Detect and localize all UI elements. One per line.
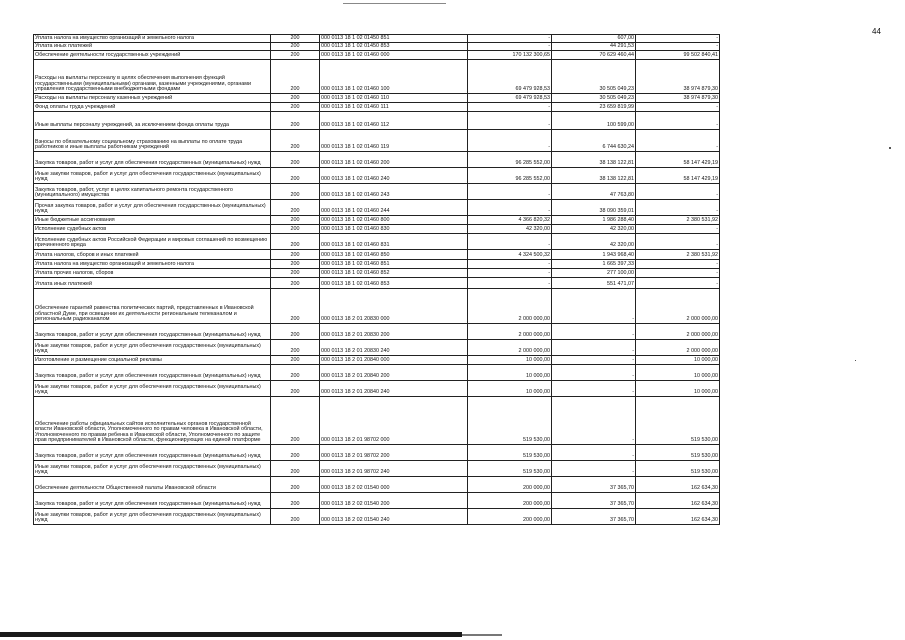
row-executed-amount: -	[552, 365, 636, 381]
row-budget-code: 000 0113 18 2 01 20830 200	[320, 324, 468, 340]
row-unexecuted-amount: 162 634,30	[636, 509, 720, 525]
row-unexecuted-amount: 162 634,30	[636, 493, 720, 509]
row-approved-amount: -	[468, 269, 552, 278]
row-description: Уплата налогов, сборов и иных платежей	[34, 250, 271, 260]
row-approved-amount: -	[468, 184, 552, 200]
row-department-code: 200	[271, 168, 320, 184]
row-budget-code: 000 0113 18 1 02 01460 000	[320, 51, 468, 60]
row-budget-code: 000 0113 18 2 02 01540 240	[320, 509, 468, 525]
page-number: 44	[872, 27, 881, 36]
row-executed-amount: -	[552, 289, 636, 324]
row-description: Взносы по обязательному социальному страхованию на выплаты по оплате труда работников и иные выплаты работникам учреждений	[34, 130, 271, 152]
row-budget-code: 000 0113 18 2 02 01540 000	[320, 477, 468, 493]
row-approved-amount: -	[468, 112, 552, 130]
row-department-code: 200	[271, 260, 320, 269]
row-approved-amount: 170 132 300,65	[468, 51, 552, 60]
table-row	[34, 200, 720, 216]
row-unexecuted-amount: 162 634,30	[636, 477, 720, 493]
row-approved-amount: 69 479 928,53	[468, 60, 552, 94]
table-row	[34, 356, 720, 365]
row-description: Обеспечение деятельности государственных учреждений	[34, 51, 271, 60]
row-budget-code: 000 0113 18 1 02 01460 112	[320, 112, 468, 130]
table-row	[34, 168, 720, 184]
row-executed-amount: 23 659 819,99	[552, 103, 636, 112]
row-approved-amount: 519 530,00	[468, 461, 552, 477]
row-unexecuted-amount: -	[636, 112, 720, 130]
table-row	[34, 340, 720, 356]
row-department-code: 200	[271, 356, 320, 365]
row-description: Обеспечение деятельности Общественной палаты Ивановской области	[34, 477, 271, 493]
row-approved-amount: -	[468, 103, 552, 112]
row-budget-code: 000 0113 18 2 01 20830 240	[320, 340, 468, 356]
row-department-code: 200	[271, 60, 320, 94]
row-description: Прочая закупка товаров, работ и услуг для обеспечения государственных (муниципальных) нужд	[34, 200, 271, 216]
row-executed-amount: 1 986 288,40	[552, 216, 636, 225]
row-executed-amount: 42 320,00	[552, 225, 636, 234]
table-row	[34, 216, 720, 225]
row-description: Иные выплаты персоналу учреждений, за исключением фонда оплаты труда	[34, 112, 271, 130]
row-approved-amount: 42 320,00	[468, 225, 552, 234]
row-unexecuted-amount: -	[636, 130, 720, 152]
row-budget-code: 000 0113 18 1 02 01460 853	[320, 278, 468, 289]
row-department-code: 200	[271, 130, 320, 152]
row-unexecuted-amount: -	[636, 260, 720, 269]
row-department-code: 200	[271, 365, 320, 381]
table-row	[34, 184, 720, 200]
row-approved-amount: 10 000,00	[468, 356, 552, 365]
table-row	[34, 289, 720, 324]
row-budget-code: 000 0113 18 2 01 98702 000	[320, 397, 468, 445]
row-department-code: 200	[271, 51, 320, 60]
row-description: Уплата прочих налогов, сборов	[34, 269, 271, 278]
row-budget-code: 000 0113 18 1 02 01460 240	[320, 168, 468, 184]
row-unexecuted-amount: -	[636, 234, 720, 250]
table-row	[34, 269, 720, 278]
row-budget-code: 000 0113 18 1 02 01460 111	[320, 103, 468, 112]
row-executed-amount: 30 505 049,23	[552, 94, 636, 103]
row-budget-code: 000 0113 18 2 01 98702 240	[320, 461, 468, 477]
row-executed-amount: 607,00	[552, 35, 636, 43]
table-row	[34, 130, 720, 152]
table-row	[34, 225, 720, 234]
row-approved-amount: 519 530,00	[468, 445, 552, 461]
row-department-code: 200	[271, 278, 320, 289]
row-department-code: 200	[271, 509, 320, 525]
row-unexecuted-amount: 10 000,00	[636, 365, 720, 381]
row-budget-code: 000 0113 18 1 02 01460 110	[320, 94, 468, 103]
row-description: Фонд оплаты труда учреждений	[34, 103, 271, 112]
row-description: Иные закупки товаров, работ и услуг для обеспечения государственных (муниципальных) нужд	[34, 168, 271, 184]
table-row	[34, 250, 720, 260]
table-row	[34, 35, 720, 43]
row-executed-amount: 47 763,80	[552, 184, 636, 200]
row-approved-amount: 10 000,00	[468, 365, 552, 381]
row-executed-amount: 30 505 049,23	[552, 60, 636, 94]
row-approved-amount: 96 285 552,00	[468, 152, 552, 168]
row-department-code: 200	[271, 43, 320, 51]
row-department-code: 200	[271, 445, 320, 461]
row-unexecuted-amount: -	[636, 225, 720, 234]
row-executed-amount: 277 100,00	[552, 269, 636, 278]
row-department-code: 200	[271, 397, 320, 445]
row-description: Уплата иных платежей	[34, 43, 271, 51]
table-row	[34, 278, 720, 289]
row-executed-amount: 1 943 968,40	[552, 250, 636, 260]
row-description: Уплата налога на имущество организаций и земельного налога	[34, 260, 271, 269]
row-department-code: 200	[271, 477, 320, 493]
row-description: Изготовление и размещение социальной рекламы	[34, 356, 271, 365]
table-row	[34, 477, 720, 493]
row-unexecuted-amount: -	[636, 43, 720, 51]
scan-edge-bar	[0, 632, 462, 637]
row-description: Уплата налога на имущество организаций и земельного налога	[34, 35, 271, 43]
table-row	[34, 51, 720, 60]
table-row	[34, 234, 720, 250]
row-unexecuted-amount: 2 000 000,00	[636, 324, 720, 340]
row-description: Закупка товаров, работ и услуг для обеспечения государственных (муниципальных) нужд	[34, 493, 271, 509]
row-approved-amount: 10 000,00	[468, 381, 552, 397]
row-budget-code: 000 0113 18 1 02 01460 800	[320, 216, 468, 225]
row-budget-code: 000 0113 18 1 02 01460 852	[320, 269, 468, 278]
table-row	[34, 112, 720, 130]
row-executed-amount: 100 599,00	[552, 112, 636, 130]
row-department-code: 200	[271, 152, 320, 168]
row-description: Обеспечение гарантий равенства политических партий, представленных в Ивановской областной Думе, при освещении их деятельности региональным телеканалом и региональным радиоканалом	[34, 289, 271, 324]
row-description: Закупка товаров, работ и услуг для обеспечения государственных (муниципальных) нужд	[34, 365, 271, 381]
row-approved-amount: 200 000,00	[468, 493, 552, 509]
row-approved-amount: -	[468, 43, 552, 51]
row-department-code: 200	[271, 324, 320, 340]
row-unexecuted-amount: -	[636, 269, 720, 278]
table-row	[34, 381, 720, 397]
row-executed-amount: -	[552, 340, 636, 356]
row-unexecuted-amount: 10 000,00	[636, 356, 720, 365]
row-budget-code: 000 0113 18 1 02 01450 851	[320, 35, 468, 43]
row-department-code: 200	[271, 234, 320, 250]
row-unexecuted-amount: 2 380 531,92	[636, 216, 720, 225]
row-approved-amount: -	[468, 278, 552, 289]
row-unexecuted-amount: 519 530,00	[636, 445, 720, 461]
table-row	[34, 60, 720, 94]
table-body	[34, 35, 720, 525]
row-description: Иные закупки товаров, работ и услуг для обеспечения государственных (муниципальных) нужд	[34, 381, 271, 397]
table-row	[34, 461, 720, 477]
row-description: Расходы на выплаты персоналу казенных учреждений	[34, 94, 271, 103]
row-unexecuted-amount: 2 000 000,00	[636, 289, 720, 324]
table-row	[34, 324, 720, 340]
row-department-code: 200	[271, 216, 320, 225]
row-department-code: 200	[271, 340, 320, 356]
row-unexecuted-amount: 2 000 000,00	[636, 340, 720, 356]
row-unexecuted-amount: -	[636, 278, 720, 289]
scan-speck	[855, 360, 856, 361]
row-unexecuted-amount: 38 974 879,30	[636, 60, 720, 94]
row-description: Иные закупки товаров, работ и услуг для обеспечения государственных (муниципальных) нужд	[34, 461, 271, 477]
row-unexecuted-amount: 99 502 840,41	[636, 51, 720, 60]
row-approved-amount: 200 000,00	[468, 509, 552, 525]
table-row	[34, 509, 720, 525]
row-unexecuted-amount: 58 147 429,19	[636, 168, 720, 184]
row-executed-amount: 1 665 397,33	[552, 260, 636, 269]
row-unexecuted-amount: 519 530,00	[636, 397, 720, 445]
table-row	[34, 103, 720, 112]
row-approved-amount: 4 324 500,32	[468, 250, 552, 260]
table-row	[34, 493, 720, 509]
row-description: Расходы на выплаты персоналу в целях обеспечения выполнения функций государственными (муниципальными) органами, казенными учреждениями, органами управления государственными внебюджетными фондами	[34, 60, 271, 94]
row-executed-amount: -	[552, 445, 636, 461]
row-executed-amount: -	[552, 381, 636, 397]
row-department-code: 200	[271, 200, 320, 216]
row-executed-amount: 44 291,53	[552, 43, 636, 51]
row-budget-code: 000 0113 18 2 01 20840 240	[320, 381, 468, 397]
row-budget-code: 000 0113 18 1 02 01460 200	[320, 152, 468, 168]
scan-speck	[889, 147, 891, 149]
row-unexecuted-amount: 519 530,00	[636, 461, 720, 477]
row-budget-code: 000 0113 18 1 02 01450 853	[320, 43, 468, 51]
row-unexecuted-amount: -	[636, 184, 720, 200]
row-approved-amount: -	[468, 130, 552, 152]
row-description: Уплата иных платежей	[34, 278, 271, 289]
row-budget-code: 000 0113 18 1 02 01460 119	[320, 130, 468, 152]
row-approved-amount: -	[468, 234, 552, 250]
row-description: Иные закупки товаров, работ и услуг для обеспечения государственных (муниципальных) нужд	[34, 340, 271, 356]
row-executed-amount: -	[552, 324, 636, 340]
row-unexecuted-amount: -	[636, 200, 720, 216]
row-budget-code: 000 0113 18 2 01 20830 000	[320, 289, 468, 324]
row-department-code: 200	[271, 112, 320, 130]
row-budget-code: 000 0113 18 1 02 01460 100	[320, 60, 468, 94]
row-budget-code: 000 0113 18 1 02 01460 244	[320, 200, 468, 216]
row-description: Иные закупки товаров, работ и услуг для обеспечения государственных (муниципальных) нужд	[34, 509, 271, 525]
row-department-code: 200	[271, 381, 320, 397]
table-row	[34, 152, 720, 168]
row-approved-amount: -	[468, 260, 552, 269]
row-executed-amount: -	[552, 461, 636, 477]
row-executed-amount: 6 744 630,24	[552, 130, 636, 152]
row-approved-amount: 2 000 000,00	[468, 324, 552, 340]
row-approved-amount: 96 285 552,00	[468, 168, 552, 184]
row-approved-amount: 2 000 000,00	[468, 289, 552, 324]
row-budget-code: 000 0113 18 1 02 01460 850	[320, 250, 468, 260]
row-budget-code: 000 0113 18 1 02 01460 243	[320, 184, 468, 200]
row-approved-amount: 519 530,00	[468, 397, 552, 445]
row-unexecuted-amount: -	[636, 103, 720, 112]
table-row	[34, 260, 720, 269]
row-budget-code: 000 0113 18 2 01 20840 200	[320, 365, 468, 381]
row-department-code: 200	[271, 35, 320, 43]
row-description: Исполнение судебных актов	[34, 225, 271, 234]
row-executed-amount: 551 471,07	[552, 278, 636, 289]
row-department-code: 200	[271, 94, 320, 103]
row-description: Закупка товаров, работ и услуг для обеспечения государственных (муниципальных) нужд	[34, 324, 271, 340]
row-executed-amount: 37 365,70	[552, 477, 636, 493]
row-description: Закупка товаров, работ и услуг для обеспечения государственных (муниципальных) нужд	[34, 445, 271, 461]
row-description: Закупка товаров, работ и услуг для обеспечения государственных (муниципальных) нужд	[34, 152, 271, 168]
scan-edge-bar-tail	[462, 634, 502, 636]
row-department-code: 200	[271, 225, 320, 234]
row-executed-amount: -	[552, 356, 636, 365]
row-executed-amount: 37 365,70	[552, 509, 636, 525]
row-executed-amount: 37 365,70	[552, 493, 636, 509]
row-unexecuted-amount: 38 974 879,30	[636, 94, 720, 103]
row-approved-amount: 4 366 820,32	[468, 216, 552, 225]
row-department-code: 200	[271, 184, 320, 200]
table-row	[34, 365, 720, 381]
row-department-code: 200	[271, 461, 320, 477]
table-row	[34, 397, 720, 445]
row-unexecuted-amount: -	[636, 35, 720, 43]
row-department-code: 200	[271, 269, 320, 278]
row-unexecuted-amount: 2 380 531,92	[636, 250, 720, 260]
row-unexecuted-amount: 10 000,00	[636, 381, 720, 397]
row-description: Обеспечение работы официальных сайтов исполнительных органов государственной власти Ивановской области, Уполномоченного по правам человека в Ивановской области, Уполномоченного по правам ребенка в Ивановской области, Уполномоченного по защите прав предпринимателей в Ивановской области, функционирующих на единой платформе	[34, 397, 271, 445]
row-budget-code: 000 0113 18 1 02 01460 851	[320, 260, 468, 269]
row-executed-amount: 42 320,00	[552, 234, 636, 250]
row-description: Иные бюджетные ассигнования	[34, 216, 271, 225]
row-approved-amount: 200 000,00	[468, 477, 552, 493]
row-description: Закупка товаров, работ, услуг в целях капитального ремонта государственного (муниципального) имущества	[34, 184, 271, 200]
budget-table	[33, 34, 720, 525]
row-department-code: 200	[271, 250, 320, 260]
row-approved-amount: -	[468, 200, 552, 216]
table-row	[34, 445, 720, 461]
row-budget-code: 000 0113 18 1 02 01460 830	[320, 225, 468, 234]
row-budget-code: 000 0113 18 2 02 01540 200	[320, 493, 468, 509]
row-budget-code: 000 0113 18 2 01 20840 000	[320, 356, 468, 365]
row-executed-amount: -	[552, 397, 636, 445]
table-row	[34, 43, 720, 51]
row-department-code: 200	[271, 103, 320, 112]
row-executed-amount: 38 138 122,81	[552, 168, 636, 184]
row-approved-amount: 69 479 928,53	[468, 94, 552, 103]
row-budget-code: 000 0113 18 1 02 01460 831	[320, 234, 468, 250]
row-description: Исполнение судебных актов Российской Федерации и мировых соглашений по возмещению причиненного вреда	[34, 234, 271, 250]
row-department-code: 200	[271, 493, 320, 509]
row-approved-amount: -	[468, 35, 552, 43]
row-department-code: 200	[271, 289, 320, 324]
table-row	[34, 94, 720, 103]
row-executed-amount: 38 090 359,01	[552, 200, 636, 216]
row-approved-amount: 2 000 000,00	[468, 340, 552, 356]
row-executed-amount: 38 138 122,81	[552, 152, 636, 168]
row-unexecuted-amount: 58 147 429,19	[636, 152, 720, 168]
top-rule	[343, 3, 446, 4]
row-executed-amount: 70 629 460,44	[552, 51, 636, 60]
row-budget-code: 000 0113 18 2 01 98702 200	[320, 445, 468, 461]
